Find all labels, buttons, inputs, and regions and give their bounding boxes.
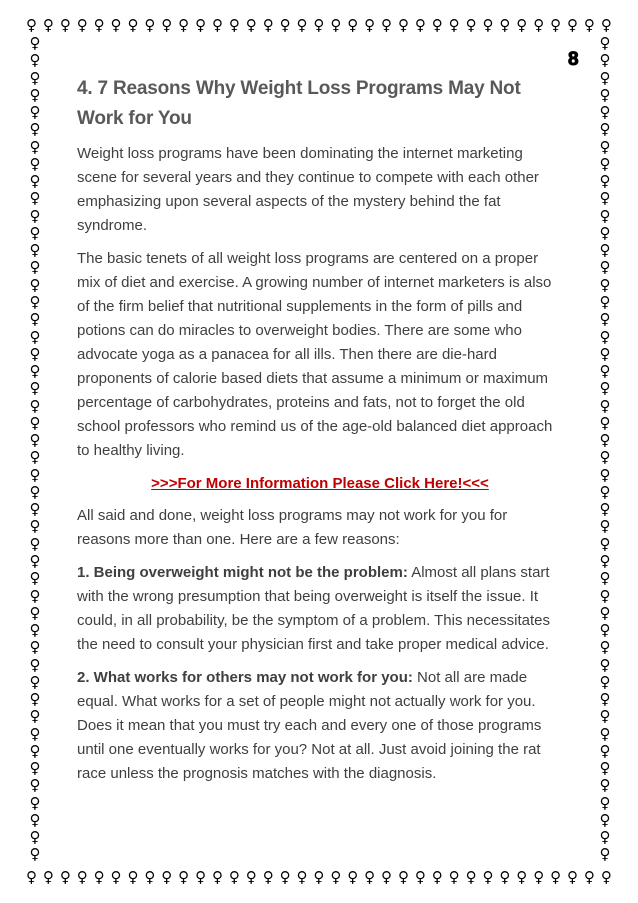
paragraph-tenets: The basic tenets of all weight loss programs are centered on a proper mix of diet and exercise. A growing number of internet marketers is also of the firm belief that nutritional supplements in the form of pills and potions can do miracles to overweight bodies. There are some who advocate yoga as a panacea for all ills. Then there are die-hard proponents of calorie based diets that assume a minimum or maximum percentage of carbohydrates, proteins and fats, not to forget the old school professors who remind us of the age-old balanced diet approach to healthy living.	[77, 250, 553, 459]
stick-figure-icon: ♀	[26, 15, 37, 34]
stick-figure-icon: ♀	[599, 828, 611, 847]
stick-figure-icon: ♀	[29, 120, 41, 139]
paragraph-intro: Weight loss programs have been dominating the internet marketing scene for several years and they continue to compete with each other emphasizing upon several aspects of the mystery behind the fat syndrome.	[77, 145, 539, 234]
stick-figure-icon: ♀	[347, 867, 359, 886]
stick-figure-icon: ♀	[228, 867, 240, 886]
stick-figure-icon: ♀	[29, 310, 41, 329]
stick-figure-icon: ♀	[245, 867, 257, 886]
stick-figure-icon: ♀	[29, 396, 41, 415]
stick-figure-icon: ♀	[76, 867, 88, 886]
stick-figure-icon: ♀	[59, 867, 71, 886]
paragraph-reasons-intro: All said and done, weight loss programs may not work for you for reasons more than one. Here are a few reasons:	[77, 507, 508, 548]
stick-figure-icon: ♀	[296, 867, 308, 886]
stick-figure-icon: ♀	[364, 867, 376, 886]
stick-figure-icon: ♀	[59, 15, 71, 34]
stick-figure-icon: ♀	[330, 15, 342, 34]
stick-figure-icon: ♀	[599, 448, 611, 467]
stick-figure-icon: ♀	[599, 310, 611, 329]
stick-figure-icon: ♀	[313, 15, 325, 34]
stick-figure-icon: ♀	[599, 690, 611, 709]
stick-figure-icon: ♀	[195, 15, 207, 34]
stick-figure-icon: ♀	[599, 241, 611, 260]
stick-figure-icon: ♀	[599, 500, 611, 519]
stick-figure-icon: ♀	[599, 465, 611, 484]
stick-figure-icon: ♀	[262, 15, 274, 34]
stick-figure-icon: ♀	[599, 655, 611, 674]
stick-figure-icon: ♀	[29, 413, 41, 432]
stick-figure-icon: ♀	[599, 413, 611, 432]
stick-figure-icon: ♀	[599, 379, 611, 398]
stick-figure-icon: ♀	[599, 275, 611, 294]
stick-figure-icon: ♀	[550, 15, 562, 34]
stick-figure-icon: ♀	[599, 845, 611, 864]
stick-figure-icon: ♀	[482, 15, 494, 34]
article-title: 4. 7 Reasons Why Weight Loss Programs May Not Work for You	[77, 78, 521, 129]
stick-figure-icon: ♀	[29, 845, 41, 864]
article	[77, 74, 563, 795]
stick-figure-icon: ♀	[29, 759, 41, 778]
stick-figure-icon: ♀	[26, 867, 37, 886]
stick-figure-icon: ♀	[93, 867, 105, 886]
stick-figure-icon: ♀	[29, 103, 41, 122]
stick-figure-icon: ♀	[599, 517, 611, 536]
page-number: 8	[568, 49, 579, 70]
stick-figure-icon: ♀	[29, 672, 41, 691]
stick-figure-icon: ♀	[211, 15, 223, 34]
stick-figure-icon: ♀	[599, 103, 611, 122]
stick-figure-icon: ♀	[195, 867, 207, 886]
stick-figure-icon: ♀	[279, 867, 291, 886]
stick-figure-icon: ♀	[599, 707, 611, 726]
stick-figure-icon: ♀	[29, 154, 41, 173]
stick-figure-icon: ♀	[599, 569, 611, 588]
stick-figure-icon: ♀	[29, 655, 41, 674]
stick-figure-icon: ♀	[347, 15, 359, 34]
stick-figure-icon: ♀	[599, 85, 611, 104]
stick-figure-icon: ♀	[29, 292, 41, 311]
stick-figure-icon: ♀	[29, 51, 41, 70]
stick-figure-icon: ♀	[599, 154, 611, 173]
stick-figure-icon: ♀	[516, 15, 528, 34]
stick-figure-icon: ♀	[144, 867, 156, 886]
stick-figure-icon: ♀	[29, 482, 41, 501]
stick-figure-icon: ♀	[29, 603, 41, 622]
stick-figure-icon: ♀	[550, 867, 562, 886]
stick-figure-icon: ♀	[211, 867, 223, 886]
stick-figure-icon: ♀	[29, 327, 41, 346]
stick-figure-icon: ♀	[29, 172, 41, 191]
stick-figure-icon: ♀	[161, 15, 173, 34]
stick-figure-icon: ♀	[599, 206, 611, 225]
stick-figure-icon: ♀	[42, 867, 54, 886]
stick-figure-icon: ♀	[599, 776, 611, 795]
stick-figure-icon: ♀	[29, 828, 41, 847]
stick-figure-icon: ♀	[29, 431, 41, 450]
reason-1-title: 1. Being overweight might not be the problem:	[77, 564, 408, 581]
stick-figure-icon: ♀	[29, 741, 41, 760]
stick-figure-icon: ♀	[599, 621, 611, 640]
stick-figure-icon: ♀	[313, 867, 325, 886]
stick-figure-icon: ♀	[599, 431, 611, 450]
stick-figure-icon: ♀	[599, 759, 611, 778]
stick-figure-icon: ♀	[279, 15, 291, 34]
border-top	[26, 14, 612, 36]
stick-figure-icon: ♀	[76, 15, 88, 34]
stick-figure-icon: ♀	[599, 810, 611, 829]
stick-figure-icon: ♀	[29, 206, 41, 225]
stick-figure-icon: ♀	[29, 465, 41, 484]
stick-figure-icon: ♀	[127, 15, 139, 34]
stick-figure-icon: ♀	[599, 223, 611, 242]
stick-figure-icon: ♀	[599, 638, 611, 657]
stick-figure-icon: ♀	[599, 51, 611, 70]
stick-figure-icon: ♀	[110, 15, 122, 34]
stick-figure-icon: ♀	[599, 672, 611, 691]
stick-figure-icon: ♀	[431, 867, 443, 886]
stick-figure-icon: ♀	[499, 15, 511, 34]
stick-figure-icon: ♀	[178, 867, 190, 886]
stick-figure-icon: ♀	[600, 15, 612, 34]
stick-figure-icon: ♀	[599, 68, 611, 87]
stick-figure-icon: ♀	[583, 867, 595, 886]
border-left	[24, 36, 46, 863]
stick-figure-icon: ♀	[397, 867, 409, 886]
stick-figure-icon: ♀	[29, 68, 41, 87]
stick-figure-icon: ♀	[29, 517, 41, 536]
stick-figure-icon: ♀	[29, 690, 41, 709]
stick-figure-icon: ♀	[29, 551, 41, 570]
stick-figure-icon: ♀	[29, 275, 41, 294]
stick-figure-icon: ♀	[599, 172, 611, 191]
stick-figure-icon: ♀	[533, 15, 545, 34]
stick-figure-icon: ♀	[599, 603, 611, 622]
stick-figure-icon: ♀	[465, 867, 477, 886]
stick-figure-icon: ♀	[29, 621, 41, 640]
stick-figure-icon: ♀	[29, 707, 41, 726]
stick-figure-icon: ♀	[599, 482, 611, 501]
stick-figure-icon: ♀	[29, 776, 41, 795]
stick-figure-icon: ♀	[599, 793, 611, 812]
stick-figure-icon: ♀	[567, 867, 578, 886]
stick-figure-icon: ♀	[144, 15, 156, 34]
more-info-line	[77, 472, 563, 496]
stick-figure-icon: ♀	[599, 137, 611, 156]
stick-figure-icon: ♀	[583, 15, 595, 34]
reason-1-text: Almost all plans start with the wrong presumption that being overweight is itself the issue. It could, in all probability, be the symptom of a problem. This necessitates the need to consult your physician first and take proper medical advice.	[77, 564, 551, 653]
stick-figure-icon: ♀	[110, 867, 122, 886]
stick-figure-icon: ♀	[29, 793, 41, 812]
stick-figure-icon: ♀	[599, 327, 611, 346]
stick-figure-icon: ♀	[29, 448, 41, 467]
stick-figure-icon: ♀	[448, 15, 460, 34]
stick-figure-icon: ♀	[228, 15, 240, 34]
stick-figure-icon: ♀	[431, 15, 443, 34]
stick-figure-icon: ♀	[599, 724, 611, 743]
stick-figure-icon: ♀	[42, 15, 54, 34]
stick-figure-icon: ♀	[93, 15, 105, 34]
stick-figure-icon: ♀	[178, 15, 190, 34]
stick-figure-icon: ♀	[296, 15, 308, 34]
stick-figure-icon: ♀	[599, 344, 611, 363]
stick-figure-icon: ♀	[29, 223, 41, 242]
stick-figure-icon: ♀	[465, 15, 477, 34]
stick-figure-icon: ♀	[414, 867, 426, 886]
stick-figure-icon: ♀	[29, 241, 41, 260]
stick-figure-icon: ♀	[599, 741, 611, 760]
stick-figure-icon: ♀	[448, 867, 460, 886]
stick-figure-icon: ♀	[599, 258, 611, 277]
stick-figure-icon: ♀	[262, 867, 274, 886]
stick-figure-icon: ♀	[414, 15, 426, 34]
stick-figure-icon: ♀	[29, 362, 41, 381]
stick-figure-icon: ♀	[599, 292, 611, 311]
stick-figure-icon: ♀	[482, 867, 494, 886]
reason-1	[77, 561, 563, 657]
stick-figure-icon: ♀	[599, 396, 611, 415]
stick-figure-icon: ♀	[599, 34, 611, 52]
stick-figure-icon: ♀	[599, 120, 611, 139]
stick-figure-icon: ♀	[533, 867, 545, 886]
more-info-link[interactable]: >>>For More Information Please Click Here!<<<	[151, 475, 489, 492]
stick-figure-icon: ♀	[161, 867, 173, 886]
border-bottom	[26, 866, 612, 888]
stick-figure-icon: ♀	[600, 867, 612, 886]
stick-figure-icon: ♀	[29, 810, 41, 829]
stick-figure-icon: ♀	[29, 534, 41, 553]
stick-figure-icon: ♀	[29, 137, 41, 156]
stick-figure-icon: ♀	[29, 85, 41, 104]
stick-figure-icon: ♀	[599, 362, 611, 381]
stick-figure-icon: ♀	[599, 189, 611, 208]
stick-figure-icon: ♀	[330, 867, 342, 886]
stick-figure-icon: ♀	[29, 724, 41, 743]
stick-figure-icon: ♀	[29, 638, 41, 657]
stick-figure-icon: ♀	[599, 534, 611, 553]
stick-figure-icon: ♀	[29, 189, 41, 208]
stick-figure-icon: ♀	[245, 15, 257, 34]
stick-figure-icon: ♀	[516, 867, 528, 886]
stick-figure-icon: ♀	[29, 258, 41, 277]
reason-2	[77, 666, 563, 786]
stick-figure-icon: ♀	[29, 500, 41, 519]
stick-figure-icon: ♀	[29, 34, 41, 52]
reason-2-title: 2. What works for others may not work for you:	[77, 669, 413, 686]
stick-figure-icon: ♀	[29, 344, 41, 363]
stick-figure-icon: ♀	[599, 586, 611, 605]
stick-figure-icon: ♀	[381, 867, 393, 886]
stick-figure-icon: ♀	[599, 551, 611, 570]
stick-figure-icon: ♀	[381, 15, 393, 34]
stick-figure-icon: ♀	[127, 867, 139, 886]
reason-2-text: Not all are made equal. What works for a set of people might not actually work for you. Does it mean that you must try each and every one of those programs until one eventually works for you? Not at all. Just avoid joining the rat race unless the prognosis matches with the diagnosis.	[77, 669, 542, 782]
stick-figure-icon: ♀	[567, 15, 578, 34]
stick-figure-icon: ♀	[29, 379, 41, 398]
border-right	[594, 36, 616, 863]
stick-figure-icon: ♀	[364, 15, 376, 34]
stick-figure-icon: ♀	[397, 15, 409, 34]
stick-figure-icon: ♀	[29, 586, 41, 605]
stick-figure-icon: ♀	[29, 569, 41, 588]
stick-figure-icon: ♀	[499, 867, 511, 886]
